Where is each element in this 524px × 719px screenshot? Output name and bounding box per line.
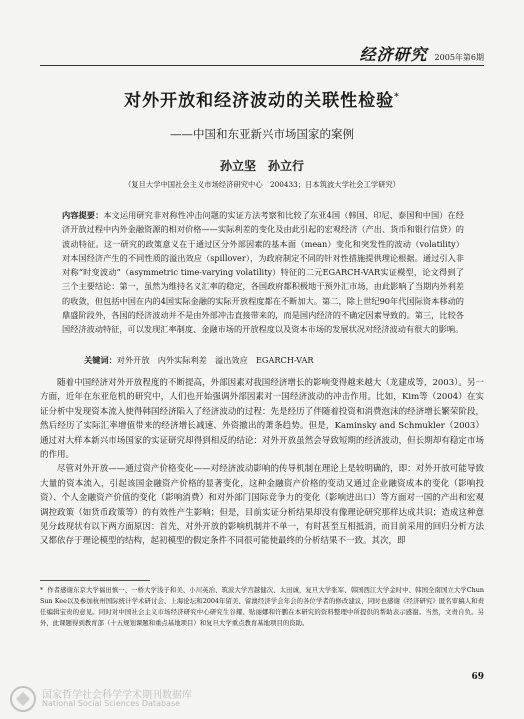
running-header — [40, 36, 484, 66]
journal-masthead — [359, 42, 484, 65]
abstract — [62, 208, 464, 337]
journal-name: 经济研究 — [359, 45, 428, 64]
body-paragraph-1: 随着中国经济对外开放程度的不断提高，外部因素对我国经济增长的影响变得越来越大（龙建成等，2003）。另一方面，近年在东亚危机的研究中，人们也开始强调外部因素对一国经济波动的冲击作用。比如，Kim等（2004）在实证分析中发现资本流入使得韩国经济陷入了经济波动的过程：先是经历了伴随着投资和消费泡沫的经济增长繁荣阶段，然后经历了实际汇率增值带来的经济增长减速、外资撤出的萧条趋势。但是，Kaminsky and Schmukler（2003）通过对大样本新兴市场国家的实证研究却得到相反的结论：对外开放虽然会导致短期的经济波动，但长期却有稳定市场的作用。 — [40, 378, 484, 461]
issue-info: 2005年第6期 — [434, 53, 484, 62]
body-paragraph-2: 尽管对外开放——通过资产价格变化——对经济波动影响的传导机制在理论上是较明确的，即：对外开放可能导致大量的资本流入，引起该国金融资产价格的显著变化，这种金融资产价格的变动又通过企业融资成本的变化（影响投资）、个人金融资产价值的变化（影响消费）和对外部门国际竞争力的变化（影响进出口）等方面对一国的产出和宏观调控政策（如货币政策等）的有效性产生影响；但是，目前实证分析结果却没有像理论研究那样达成共识；造成这种意见分歧现状有以下两方面原因：首先，对外开放的影响机制并不单一，有时甚至互相抵消，而目前采用的回归分析方法又都依存于理论模型的结构，起初模型的假定条件不同很可能使最终的分析结果不一致。其次，即 — [40, 464, 484, 547]
body-text — [40, 376, 484, 549]
watermark-en: National Social Sciences Database — [42, 699, 181, 708]
footnote-star: * — [40, 586, 44, 594]
footnote-rule — [40, 580, 150, 581]
abstract-label: 内容提要： — [62, 210, 104, 220]
database-logo-icon — [8, 684, 38, 714]
keywords-text: 对外开放 内外实际利差 溢出效应 EGARCH-VAR — [116, 355, 314, 365]
article-title-text: 对外开放和经济波动的关联性检验 — [124, 91, 395, 111]
header-rule — [40, 65, 484, 66]
affiliation: （复旦大学中国社会主义市场经济研究中心 200433；日本筑波大学社会工学研究） — [124, 180, 400, 189]
title-footnote-mark: * — [394, 92, 400, 103]
keywords-label: 关键词： — [84, 355, 117, 365]
footnote-text: 作者感谢东京大学福田慎一、一桥大学浅子和美、小川英治、筑波大学宫越健次、太田诚，复旦大学张军、韩国西江大学金时中、韩国全南国立大学Chun Sun Kee以及参加杭州国际统计学术研讨会、上海论坛和2004年留美、留澳经济学会年会的各位学者的修改建议，同时也感谢《经济研究》匿名审稿人和责任编辑宝贵的意见。同时对中国社会主义市场经济研究中心研究生谷耀、贴丽娜和许鹏在本研究的资料整理中所提供的帮助表示感谢。当然，文责自负。另外，此课题得到教育部（十五规划课题和重点基地项目）和复旦大学重点教育基地项目的资助。 — [40, 586, 484, 627]
page-number: 69 — [471, 672, 484, 682]
database-watermark — [8, 684, 248, 714]
footnote — [40, 585, 484, 629]
abstract-text: 本文运用研究非对称性冲击问题的实证方法考察和比较了东亚4国（韩国、印尼、泰国和中国）在经济开放过程中内外金融资源的相对价格——实际利差的变化及由此引起的宏观经济（产出、货币和银行信贷）的波动特征。这一研究的政策意义在于通过区分外部因素的基本面（mean）变化和突发性的波动（volatility）对本国经济产生的不同性质的溢出效应（spillover），为政府制定不同的针对性措施提供理论根据。通过引入非对称“时变波动”（asymmetric time-varying volatility）特征的二元EGARCH-VAR实证模型，论文得到了三个主要结论：第一，虽然为维持名义汇率的稳定，各国政府都积极地干预外汇市场，由此影响了当期内外利差的收敛，但包括中国在内的4国实际金融的实际开放程度都在不断加大。第二，除上世纪90年代国际资本移动的鼎盛阶段外，各国的经济波动并不是由外部冲击直接带来的，而是国内经济的不确定因素导致的。第三，比较各国经济波动特征，可以发现汇率制度、金融市场的开放程度以及资本市场的发展状况对经济波动有很大的影响。 — [62, 210, 464, 335]
authors: 孙立坚 孙立行 — [219, 159, 304, 173]
keywords — [84, 353, 464, 367]
article-title — [40, 86, 484, 111]
watermark-cn: 国家哲学社会科学学术期刊数据库 — [42, 690, 192, 701]
article-subtitle: ——中国和东亚新兴市场国家的案例 — [170, 127, 354, 141]
